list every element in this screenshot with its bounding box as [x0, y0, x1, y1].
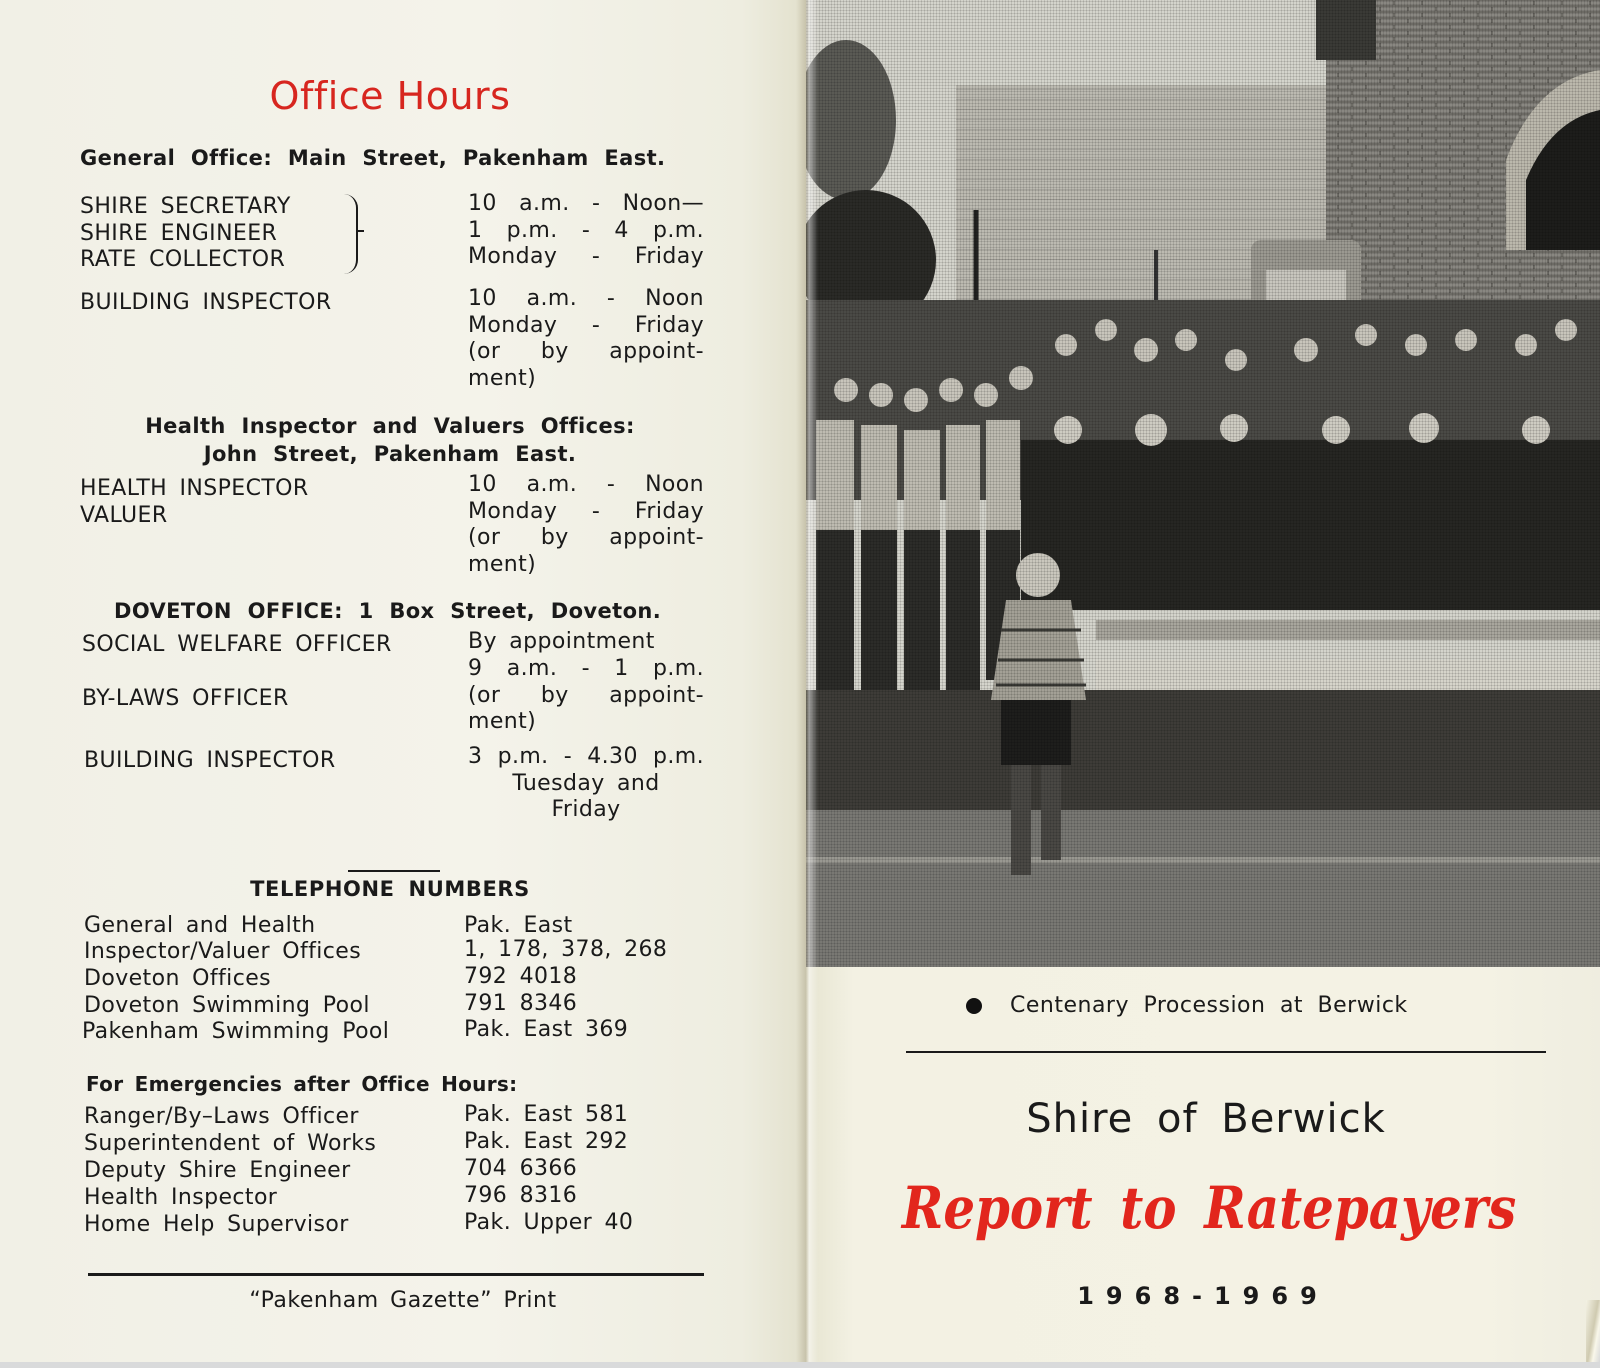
telephone-label: Doveton Offices	[84, 966, 271, 991]
hours-line: Tuesday and	[512, 770, 660, 796]
hours-line: ment)	[468, 365, 537, 391]
emergency-list	[84, 1104, 724, 1244]
general-office-hours	[468, 191, 704, 271]
health-office-address-line2: John Street, Pakenham East.	[203, 442, 577, 466]
emergency-value: Pak. Upper 40	[464, 1210, 634, 1235]
doveton-building-inspector-hours	[468, 744, 704, 824]
telephone-value: Pak. East 369	[464, 1017, 629, 1042]
hours-line: 10 a.m. - Noon	[468, 286, 704, 311]
hours-line: (or by appoint-	[468, 339, 704, 364]
hours-line: (or by appoint-	[468, 525, 704, 550]
emergency-label: Superintendent of Works	[84, 1131, 377, 1156]
building-inspector-label: BUILDING INSPECTOR	[80, 290, 332, 315]
emergency-label: Home Help Supervisor	[84, 1212, 349, 1237]
telephone-numbers-heading: TELEPHONE NUMBERS	[250, 877, 530, 901]
emergency-label: Health Inspector	[84, 1185, 278, 1210]
hours-line: 10 a.m. - Noon—	[468, 191, 704, 216]
hours-line: 1 p.m. - 4 p.m.	[468, 217, 704, 243]
caption-text: Centenary Procession at Berwick	[1010, 993, 1408, 1018]
health-office-officers	[80, 476, 309, 529]
general-office-address: General Office: Main Street, Pakenham East.	[80, 146, 666, 170]
officer-shire-secretary: SHIRE SECRETARY	[80, 194, 291, 219]
report-title: Report to Ratepayers	[901, 1174, 1517, 1242]
emergency-value: 704 6366	[464, 1156, 578, 1181]
scan-background	[0, 1362, 1600, 1368]
officer-rate-collector: RATE COLLECTOR	[80, 247, 286, 272]
emergency-value: 796 8316	[464, 1183, 578, 1208]
emergency-label: Ranger/By–Laws Officer	[84, 1104, 359, 1129]
printer-imprint: “Pakenham Gazette” Print	[249, 1288, 557, 1313]
page-corner-curl	[1586, 1300, 1600, 1362]
general-office-officers	[80, 194, 291, 274]
telephone-list	[84, 913, 724, 1053]
telephone-value: 792 4018	[464, 964, 578, 989]
hours-line: (or by appoint-	[468, 682, 704, 708]
telephone-label: Doveton Swimming Pool	[84, 993, 370, 1018]
officer-health-inspector: HEALTH INSPECTOR	[80, 476, 309, 501]
brace-bracket	[344, 194, 358, 274]
emergency-value: Pak. East 292	[464, 1129, 629, 1154]
centenary-procession-photo	[806, 0, 1600, 967]
by-laws-officer-hours	[468, 656, 704, 736]
emergency-value: Pak. East 581	[464, 1102, 629, 1127]
section-divider	[348, 870, 440, 872]
cover-page	[806, 0, 1600, 1362]
emergency-label: Deputy Shire Engineer	[84, 1158, 351, 1183]
telephone-value: 791 8346	[464, 991, 578, 1016]
office-hours-title: Office Hours	[269, 74, 511, 118]
bullet-icon	[966, 998, 982, 1014]
hours-line: Monday - Friday	[468, 498, 704, 524]
hours-line: ment)	[468, 551, 537, 577]
social-welfare-officer-label: SOCIAL WELFARE OFFICER	[82, 632, 392, 657]
hours-line: Monday - Friday	[468, 312, 704, 338]
telephone-value: 1, 178, 378, 268	[464, 937, 668, 962]
health-office-hours	[468, 472, 704, 578]
officer-shire-engineer: SHIRE ENGINEER	[80, 220, 278, 246]
book-gutter	[796, 0, 818, 1362]
emergencies-heading: For Emergencies after Office Hours:	[86, 1072, 518, 1096]
organisation-name: Shire of Berwick	[1026, 1096, 1386, 1142]
doveton-office-address: DOVETON OFFICE: 1 Box Street, Doveton.	[114, 599, 662, 623]
hours-line: 10 a.m. - Noon	[468, 472, 704, 497]
photo-caption	[966, 993, 1408, 1018]
health-office-address	[40, 412, 740, 468]
report-years: 1968-1969	[1077, 1282, 1329, 1310]
social-welfare-officer-hours: By appointment	[468, 629, 655, 654]
telephone-label: General and Health	[84, 913, 316, 938]
hours-line: Friday	[551, 797, 621, 822]
hours-line: 3 p.m. - 4.30 p.m.	[468, 744, 704, 769]
hours-line: Monday - Friday	[468, 244, 704, 269]
telephone-label: Pakenham Swimming Pool	[82, 1019, 390, 1044]
caption-rule	[906, 1051, 1546, 1053]
doveton-building-inspector-label: BUILDING INSPECTOR	[84, 748, 336, 773]
footer-rule	[88, 1273, 704, 1276]
building-inspector-hours	[468, 286, 704, 392]
telephone-value: Pak. East	[464, 913, 573, 938]
officer-valuer: VALUER	[80, 502, 168, 528]
hours-line: 9 a.m. - 1 p.m.	[468, 656, 704, 681]
by-laws-officer-label: BY-LAWS OFFICER	[82, 686, 289, 711]
telephone-label: Inspector/Valuer Offices	[84, 939, 362, 964]
hours-line: ment)	[468, 709, 537, 734]
photo-illustration	[806, 0, 1600, 967]
health-office-address-line1: Health Inspector and Valuers Offices:	[145, 414, 635, 438]
